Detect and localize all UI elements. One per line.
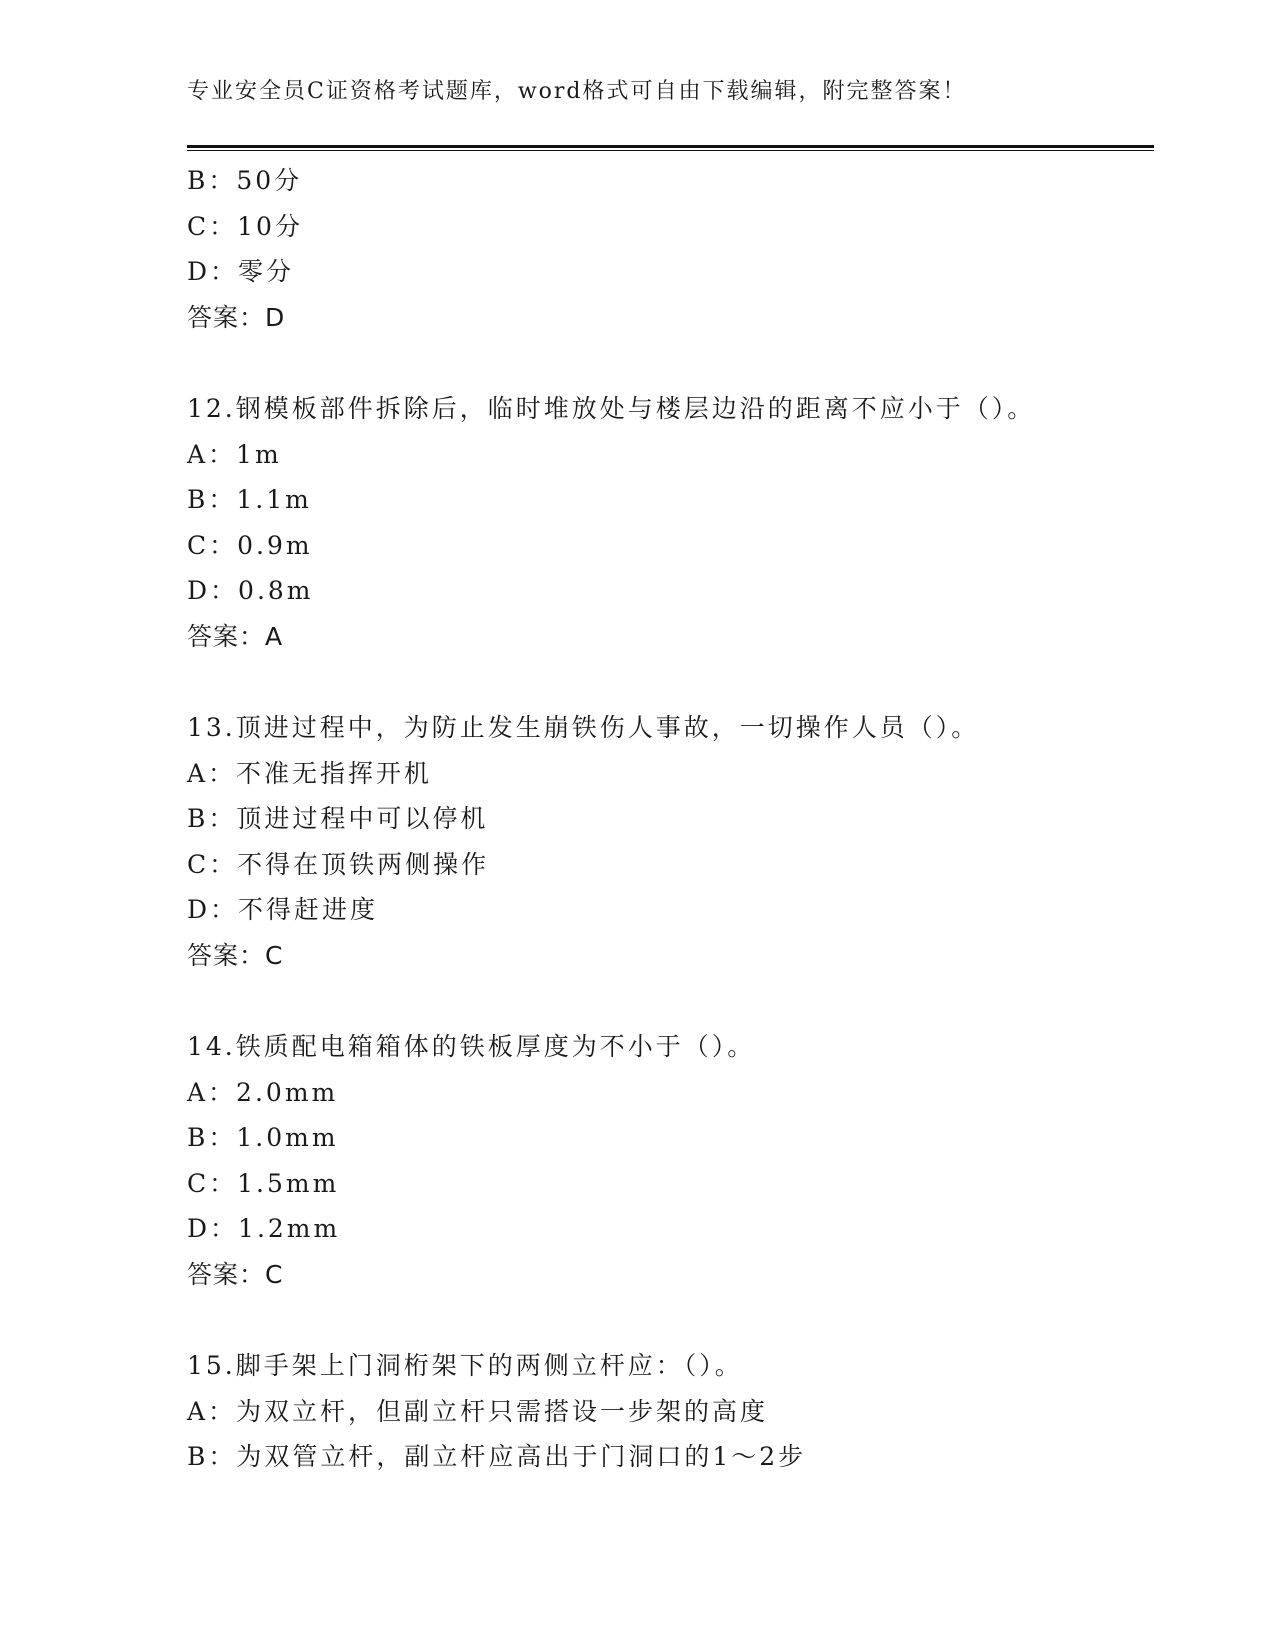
- option-a: A：2.0mm: [187, 1077, 339, 1107]
- option-a: A：不准无指挥开机: [187, 758, 433, 788]
- option-d: D：零分: [187, 257, 295, 286]
- question-13: [187, 705, 1154, 978]
- option-d: D：不得赶进度: [187, 895, 379, 924]
- page-header: 专业安全员C证资格考试题库，word格式可自由下载编辑，附完整答案！: [187, 79, 967, 104]
- option-c: C：0.9m: [187, 530, 313, 560]
- question-stem: 14.铁质配电箱箱体的铁板厚度为不小于（）。: [187, 1032, 756, 1061]
- option-c: C：1.5mm: [187, 1168, 340, 1198]
- question-stem: 15.脚手架上门洞桁架下的两侧立杆应：（）。: [187, 1351, 743, 1380]
- answer: 答案：D: [187, 302, 286, 332]
- question-14: [187, 1024, 1154, 1297]
- option-b: B：顶进过程中可以停机: [187, 804, 489, 833]
- option-b: B：为双管立杆，副立杆应高出于门洞口的1～2步: [187, 1442, 807, 1471]
- option-c: C：不得在顶铁两侧操作: [187, 849, 490, 879]
- header-rule-thick: [187, 145, 1154, 148]
- question-12: [187, 386, 1154, 659]
- header-rule-thin: [187, 150, 1154, 151]
- answer: 答案：C: [187, 940, 284, 970]
- question-stem: 13.顶进过程中，为防止发生崩铁伤人事故，一切操作人员（）。: [187, 713, 980, 742]
- option-d: D：0.8m: [187, 576, 314, 605]
- option-d: D：1.2mm: [187, 1214, 341, 1243]
- option-b: B：1.1m: [187, 485, 312, 514]
- option-c: C：10分: [187, 211, 303, 241]
- answer: 答案：C: [187, 1259, 284, 1289]
- question-stem: 12.钢模板部件拆除后，临时堆放处与楼层边沿的距离不应小于（）。: [187, 394, 1036, 423]
- option-a: A：为双立杆，但副立杆只需搭设一步架的高度: [187, 1396, 769, 1426]
- option-a: A：1m: [187, 439, 282, 469]
- question-11-continued: [187, 158, 1154, 340]
- answer: 答案：A: [187, 621, 284, 651]
- question-content: [187, 158, 1154, 1480]
- option-b: B：50分: [187, 166, 303, 195]
- option-b: B：1.0mm: [187, 1123, 339, 1152]
- question-15: [187, 1343, 1154, 1480]
